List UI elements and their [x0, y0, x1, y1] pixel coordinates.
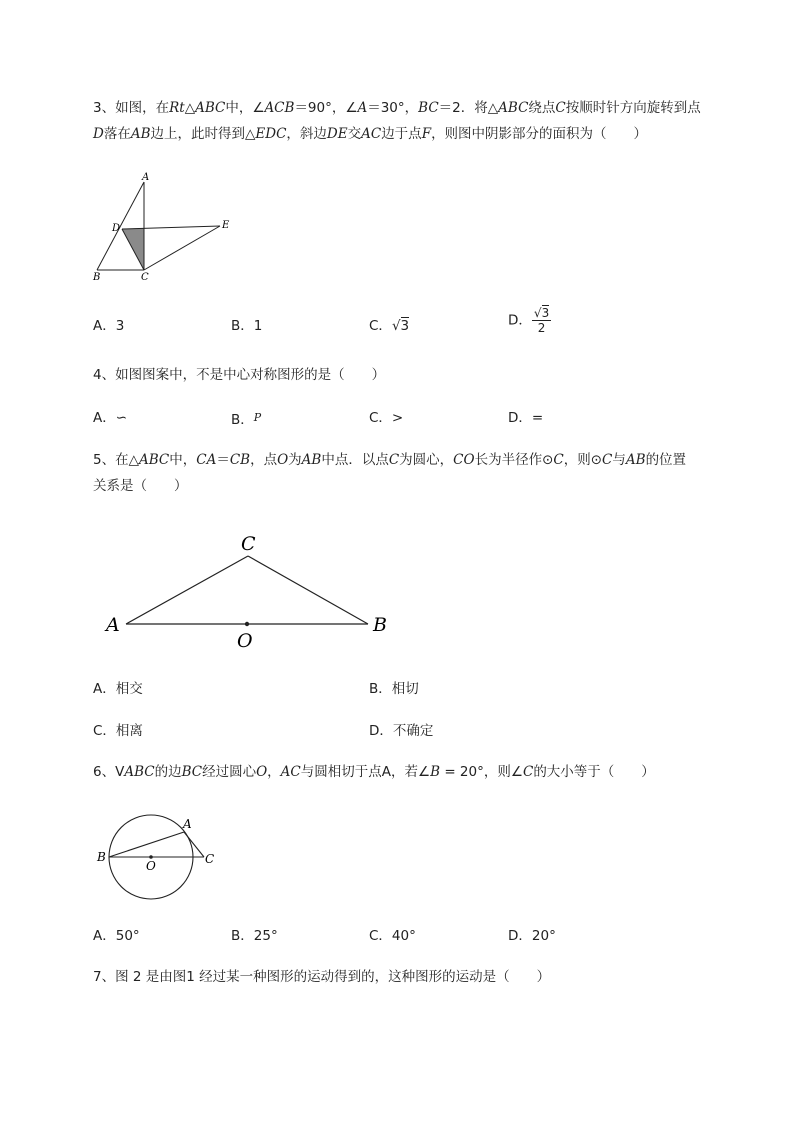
q5-option-b: B．相切 [369, 681, 419, 697]
q6-figure [92, 810, 222, 902]
q4-stem: 4、如图图案中，不是中心对称图形的是（ ） [93, 367, 386, 383]
segment-DE [122, 226, 220, 229]
q4-option-b: B．$^P$ [231, 411, 262, 428]
label-B: B [97, 850, 106, 864]
q5-option-c: C．相离 [93, 723, 143, 739]
sqrt-symbol: √ [391, 318, 401, 334]
q7-stem: 7、图 2 是由图1 经过某一种图形的运动得到的，这种图形的运动是（ ） [93, 969, 551, 985]
label-C: C [205, 852, 215, 866]
q6-option-a: A．50° [93, 928, 140, 944]
point-O [245, 622, 249, 626]
segment-AC [184, 832, 204, 857]
q3-option-b: B．1 [231, 318, 263, 334]
q4-option-c: C．> [369, 410, 404, 426]
label-A: A [183, 817, 192, 831]
q6-option-d: D．20° [508, 928, 556, 944]
label-C: C [241, 533, 256, 555]
q3-stem-line2: D落在AB边上，此时得到△EDC，斜边DE交AC边于点F，则图中阴影部分的面积为（ ） [93, 126, 648, 142]
label-B: B [373, 614, 387, 636]
segment-BA [109, 832, 184, 857]
q5-stem-line1: 5、在△ABC中，CA＝CB，点O为AB中点．以点C为圆心，CO长为半径作⊙C，则⊙C与AB的位置 [93, 452, 687, 468]
label-O: O [146, 859, 156, 873]
label-C: C [141, 272, 149, 283]
sqrt-symbol: √ [533, 306, 542, 320]
segment-CE [144, 226, 220, 270]
q6-option-c: C．40° [369, 928, 416, 944]
q5-option-d: D．不确定 [369, 723, 434, 739]
q5-option-a: A．相交 [93, 681, 143, 697]
segment-AC [126, 556, 248, 624]
q6-option-b: B．25° [231, 928, 278, 944]
q3-figure [88, 170, 238, 286]
segment-CB [248, 556, 368, 624]
label-A: A [106, 614, 120, 636]
q3-option-d: D． $\frac{√3}{2}$ [508, 306, 550, 335]
q6-stem: 6、VABC的边BC经过圆心O，AC与圆相切于点A，若∠B = 20°，则∠C的大小等于（ ） [93, 764, 655, 780]
q3-option-c: C．√3 [369, 318, 410, 334]
q3-stem-line1: 3、如图，在Rt△ABC中，∠ACB＝90°，∠A＝30°，BC＝2．将△ABC绕点C按顺时针方向旋转到点 [93, 100, 701, 116]
q5-stem-line2: 关系是（ ） [93, 478, 188, 494]
label-O: O [237, 630, 253, 652]
label-E: E [222, 220, 230, 231]
q3-option-a: A．3 [93, 318, 125, 334]
q4-option-d: D．= [508, 410, 544, 426]
p-glyph-icon: P [253, 411, 262, 424]
label-D: D [112, 223, 121, 234]
q5-figure [100, 528, 400, 654]
fraction: $\frac{√3}{2}$ [533, 306, 550, 335]
q4-option-a: A．∽ [93, 410, 128, 426]
label-A: A [142, 172, 150, 183]
label-B: B [93, 272, 101, 283]
